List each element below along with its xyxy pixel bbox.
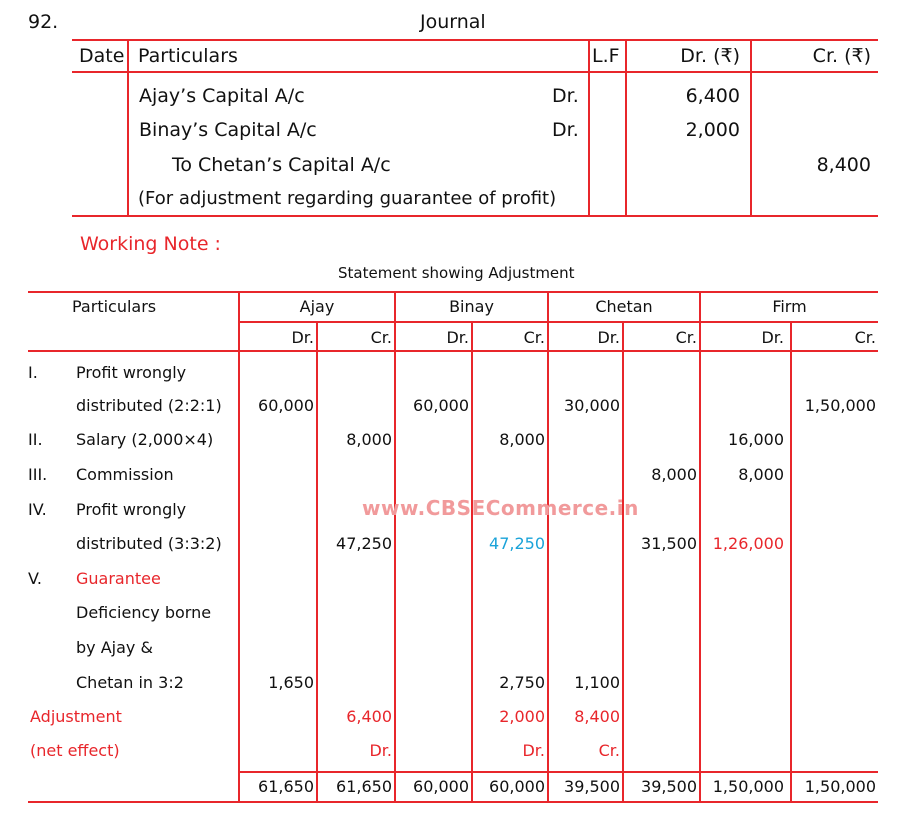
statement-total: 39,500 — [641, 777, 697, 796]
statement-cell: 8,000 — [499, 430, 545, 449]
statement-header-partner: Firm — [772, 297, 807, 316]
statement-cell: 1,100 — [574, 673, 620, 692]
statement-row-text: Chetan in 3:2 — [76, 673, 184, 692]
statement-total: 1,50,000 — [804, 777, 876, 796]
journal-dr-divider — [750, 39, 752, 217]
journal-header-cr: Cr. (₹) — [812, 45, 871, 67]
journal-title: Journal — [420, 11, 486, 33]
journal-date-divider — [127, 39, 129, 217]
journal-header-particulars: Particulars — [138, 45, 238, 67]
journal-entry-dr: 6,400 — [685, 85, 740, 107]
statement-header-partner: Ajay — [299, 297, 335, 316]
statement-cell: 2,750 — [499, 673, 545, 692]
statement-divider — [622, 321, 624, 803]
statement-row-number: III. — [28, 465, 48, 484]
statement-cell: 60,000 — [258, 396, 314, 415]
statement-row-text: distributed (2:2:1) — [76, 396, 222, 415]
statement-total-top-rule — [238, 771, 878, 773]
statement-row-text: Profit wrongly — [76, 500, 187, 519]
question-number: 92. — [28, 11, 59, 33]
statement-subheader: Cr. — [370, 328, 392, 347]
statement-cell: 8,000 — [651, 465, 697, 484]
journal-narration: (For adjustment regarding guarantee of profit) — [138, 188, 557, 209]
statement-subheader: Cr. — [523, 328, 545, 347]
statement-subheader: Dr. — [446, 328, 469, 347]
statement-row-number: II. — [28, 430, 43, 449]
journal-particulars-divider — [588, 39, 590, 217]
journal-lf-divider — [625, 39, 627, 217]
statement-cell: Dr. — [369, 741, 392, 760]
statement-total: 1,50,000 — [712, 777, 784, 796]
statement-cell: 16,000 — [728, 430, 784, 449]
statement-subheader: Dr. — [597, 328, 620, 347]
statement-cell: 47,250 — [489, 534, 545, 553]
statement-cell: 47,250 — [336, 534, 392, 553]
statement-row-text: distributed (3:3:2) — [76, 534, 222, 553]
statement-row-text: (net effect) — [30, 741, 120, 760]
statement-total: 61,650 — [336, 777, 392, 796]
journal-entry-particulars: Ajay’s Capital A/c — [139, 85, 305, 107]
journal-header-date: Date — [79, 45, 125, 67]
statement-title: Statement showing Adjustment — [338, 264, 575, 282]
statement-subheader-rule — [238, 321, 878, 323]
statement-total-bottom-rule — [28, 801, 878, 803]
statement-row-text: by Ajay & — [76, 638, 153, 657]
statement-cell: 1,650 — [268, 673, 314, 692]
journal-header-dr: Dr. (₹) — [680, 45, 740, 67]
statement-subheader: Dr. — [761, 328, 784, 347]
statement-header-rule — [28, 350, 878, 352]
statement-divider — [547, 291, 549, 803]
statement-row-number: V. — [28, 569, 42, 588]
statement-subheader: Cr. — [675, 328, 697, 347]
statement-cell: 6,400 — [346, 707, 392, 726]
statement-total: 60,000 — [489, 777, 545, 796]
statement-row-text: Profit wrongly — [76, 363, 187, 382]
statement-cell: 1,26,000 — [712, 534, 784, 553]
journal-header-rule — [72, 71, 878, 73]
statement-cell: Dr. — [522, 741, 545, 760]
statement-subheader: Dr. — [291, 328, 314, 347]
statement-row-text: Salary (2,000×4) — [76, 430, 214, 449]
statement-row-number: I. — [28, 363, 38, 382]
working-note-label: Working Note : — [80, 233, 221, 255]
statement-total: 39,500 — [564, 777, 620, 796]
journal-entry-cr: 8,400 — [816, 154, 871, 176]
statement-total: 61,650 — [258, 777, 314, 796]
statement-cell: 2,000 — [499, 707, 545, 726]
statement-header-particulars: Particulars — [72, 297, 157, 316]
statement-row-text: Guarantee — [76, 569, 161, 588]
statement-row-text: Adjustment — [30, 707, 122, 726]
statement-divider — [316, 321, 318, 803]
statement-row-text: Commission — [76, 465, 174, 484]
statement-divider — [471, 321, 473, 803]
statement-subheader: Cr. — [854, 328, 876, 347]
statement-cell: 8,400 — [574, 707, 620, 726]
journal-top-rule — [72, 39, 878, 41]
journal-header-lf: L.F — [592, 45, 620, 67]
statement-header-partner: Binay — [449, 297, 494, 316]
journal-bottom-rule — [72, 215, 878, 217]
watermark: www.CBSECommerce.in — [362, 496, 639, 520]
statement-divider — [394, 291, 396, 803]
statement-cell: 30,000 — [564, 396, 620, 415]
statement-cell: 31,500 — [641, 534, 697, 553]
journal-entry-particulars: Binay’s Capital A/c — [139, 119, 317, 141]
statement-row-number: IV. — [28, 500, 47, 519]
statement-total: 60,000 — [413, 777, 469, 796]
journal-entry-side: Dr. — [552, 85, 579, 107]
statement-top-rule — [28, 291, 878, 293]
statement-cell: 1,50,000 — [804, 396, 876, 415]
journal-entry-dr: 2,000 — [685, 119, 740, 141]
statement-cell: 8,000 — [738, 465, 784, 484]
statement-row-text: Deficiency borne — [76, 603, 212, 622]
statement-cell: 60,000 — [413, 396, 469, 415]
journal-entry-particulars: To Chetan’s Capital A/c — [172, 154, 391, 176]
journal-entry-side: Dr. — [552, 119, 579, 141]
statement-cell: Cr. — [598, 741, 620, 760]
statement-divider — [790, 321, 792, 803]
statement-cell: 8,000 — [346, 430, 392, 449]
statement-divider — [238, 291, 240, 803]
statement-header-partner: Chetan — [595, 297, 653, 316]
